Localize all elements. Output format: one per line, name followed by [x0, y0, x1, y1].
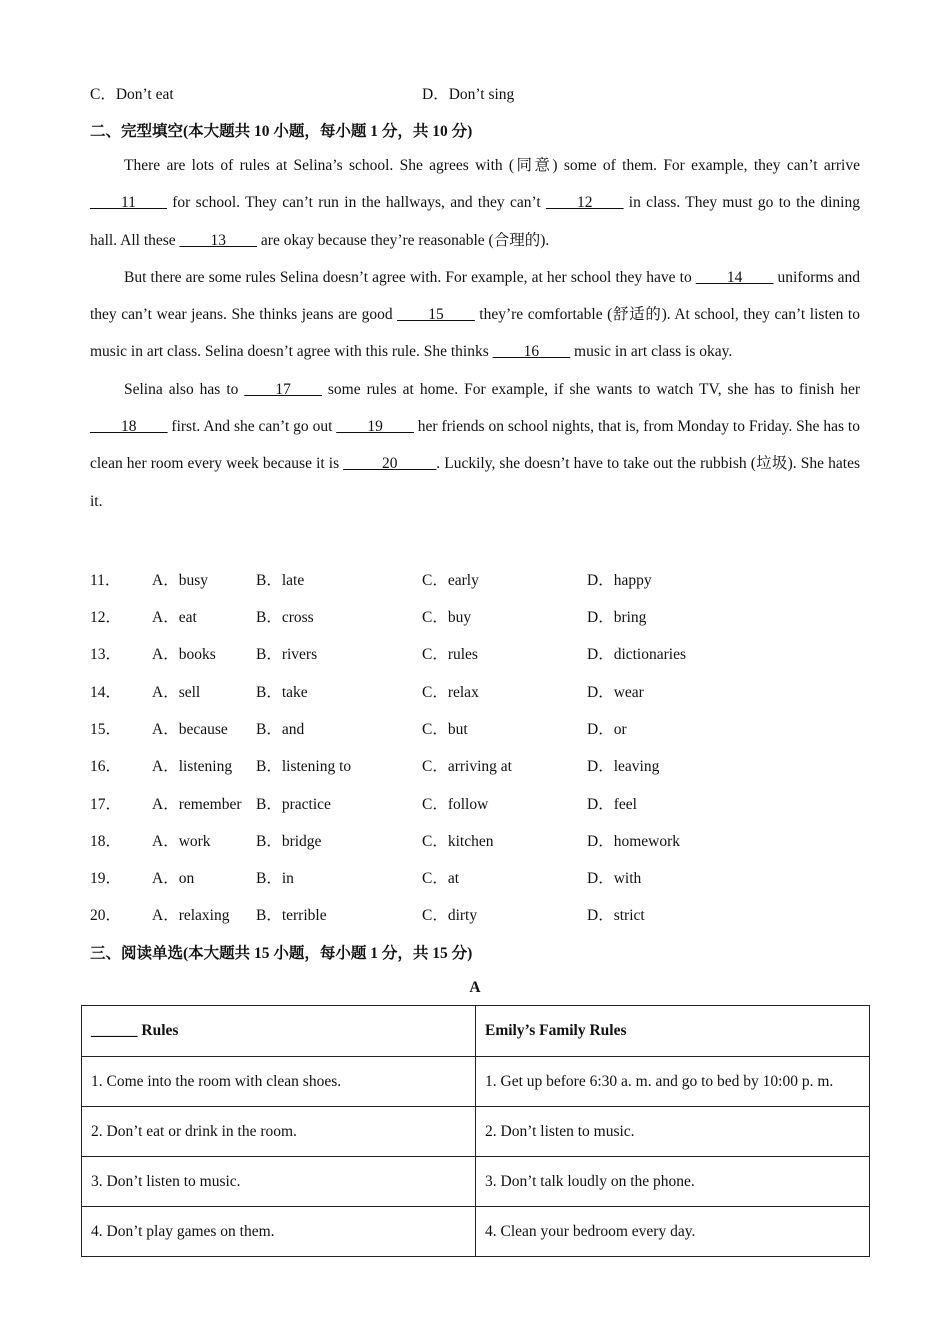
- blank-19: ____19____: [336, 418, 414, 436]
- blank-12: ____12____: [545, 194, 624, 212]
- cell-left: 3. Don’t listen to music.: [82, 1157, 476, 1207]
- question-row: 14． A．sell B．take C．relax D．wear: [90, 684, 644, 701]
- section3-heading: 三、阅读单选(本大题共 15 小题，每小题 1 分，共 15 分): [90, 945, 473, 962]
- header-left: ______ Rules: [82, 1006, 476, 1057]
- cell-left: 2. Don’t eat or drink in the room.: [82, 1107, 476, 1157]
- blank-11: ____11____: [90, 194, 167, 212]
- table-row: [82, 1107, 870, 1157]
- cell-right: 2. Don’t listen to music.: [476, 1107, 870, 1157]
- cloze-paragraph-1: There are lots of rules at Selina’s school. She agrees with (同意) some of them. For example, they can’t arrive ____11____ for school. They can’t run in the hallways, and they can’t ____12____ in class. They must go to the dining hall. All these ____13____ are okay because they’re reasonable (合理的).: [90, 157, 860, 249]
- question-row: 15． A．because B．and C．but D．or: [90, 721, 627, 738]
- blank-20: _____20_____: [343, 455, 437, 473]
- blank-13: ____13____: [179, 231, 258, 249]
- passage-label: A: [469, 979, 481, 996]
- question-row: 16． A．listening B．listening to C．arriving at D．leaving: [90, 758, 660, 775]
- option-d: D．Don’t sing: [422, 86, 515, 103]
- option-c: C．Don’t eat: [90, 86, 174, 103]
- cell-right: 3. Don’t talk loudly on the phone.: [476, 1157, 870, 1207]
- cell-left: 4. Don’t play games on them.: [82, 1207, 476, 1257]
- question-row: 12． A．eat B．cross C．buy D．bring: [90, 609, 647, 626]
- blank-17: ____17____: [244, 380, 322, 398]
- question-row: 19． A．on B．in C．at D．with: [90, 870, 642, 887]
- table-row: [82, 1207, 870, 1257]
- question-row: 20． A．relaxing B．terrible C．dirty D．strict: [90, 907, 645, 924]
- question-row: 17． A．remember B．practice C．follow D．feel: [90, 796, 637, 813]
- cloze-paragraph-2: But there are some rules Selina doesn’t agree with. For example, at her school they have to ____14____ uniforms and they can’t wear jeans. She thinks jeans are good ____15____ they’re comfortable (舒适的). At school, they can’t listen to music in art class. Selina doesn’t agree with this rule. She thinks ____16____ music in art class is okay.: [90, 268, 860, 361]
- cell-left: 1. Come into the room with clean shoes.: [82, 1057, 476, 1107]
- blank-15: ____15____: [397, 306, 475, 324]
- question-row: 13． A．books B．rivers C．rules D．dictionaries: [90, 646, 687, 663]
- table-header-row: [82, 1006, 870, 1057]
- table-row: [82, 1057, 870, 1107]
- cell-right: 1. Get up before 6:30 a. m. and go to bed by 10:00 p. m.: [476, 1057, 870, 1107]
- rules-table: [81, 1005, 870, 1257]
- table-row: [82, 1157, 870, 1207]
- header-right: Emily’s Family Rules: [476, 1006, 870, 1057]
- blank-16: ____16____: [492, 343, 571, 361]
- cloze-paragraph-3: Selina also has to ____17____ some rules at home. For example, if she wants to watch TV, she has to finish her ____18____ first. And she can’t go out ____19____ her friends on school nights, that is, from Monday to Friday. She has to clean her room every week because it is _____20_____. Luckily, she doesn’t have to take out the rubbish (垃圾). She hates it.: [90, 380, 860, 510]
- cloze-passage: [90, 147, 860, 520]
- question-row: 11． A．busy B．late C．early D．happy: [90, 572, 652, 589]
- cell-right: 4. Clean your bedroom every day.: [476, 1207, 870, 1257]
- question-row: 18． A．work B．bridge C．kitchen D．homework: [90, 833, 680, 850]
- blank-18: ____18____: [90, 418, 168, 436]
- section2-heading: 二、完型填空(本大题共 10 小题，每小题 1 分，共 10 分): [90, 123, 473, 140]
- blank-14: ____14____: [695, 268, 774, 286]
